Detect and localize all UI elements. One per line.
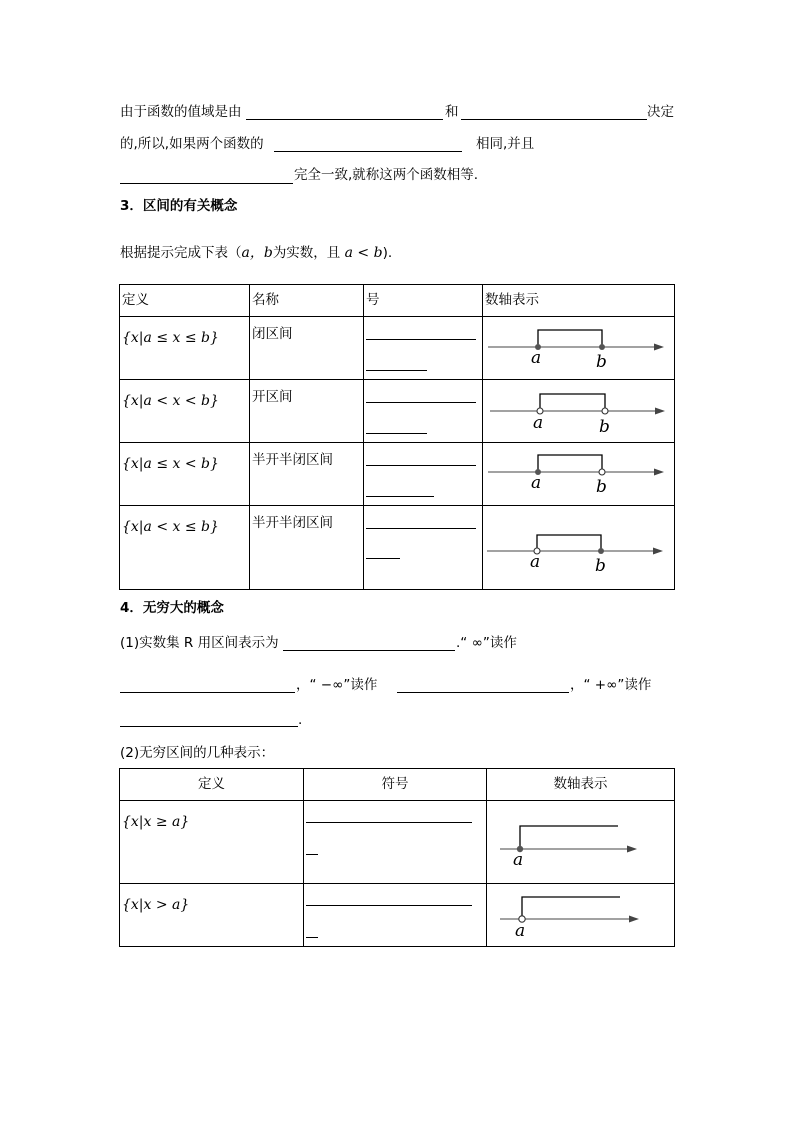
- name-cell: 开区间: [250, 380, 364, 443]
- blank-identical-property[interactable]: [120, 183, 293, 184]
- label-a: a: [515, 921, 526, 941]
- header-symbol: 符号: [304, 769, 487, 801]
- section3-title: 3．区间的有关概念: [120, 198, 238, 214]
- intro-text-b: 为实数，且: [272, 245, 341, 261]
- table-row: [120, 380, 675, 443]
- blank-neg-infinity-reading[interactable]: [397, 692, 569, 693]
- header-definition: 定义: [120, 769, 304, 801]
- q1-pos-infinity-read: ，“ +∞”读作: [570, 677, 652, 693]
- q1-neg-infinity-read: ，“ −∞”读作: [296, 677, 378, 693]
- label-b: b: [596, 352, 607, 372]
- label-a: a: [531, 348, 542, 368]
- interval-table: [119, 284, 675, 590]
- symbol-cell[interactable]: [364, 443, 483, 506]
- number-line-cell: [483, 380, 675, 443]
- paragraph-line2-end: 相同,并且: [476, 136, 535, 152]
- intro-vars: a，b: [241, 245, 273, 261]
- q2-text: (2)无穷区间的几种表示：: [120, 745, 275, 761]
- number-line-right-closed: [483, 506, 673, 588]
- number-line-cell: [483, 506, 675, 590]
- number-line-open: [483, 380, 673, 442]
- symbol-cell[interactable]: [364, 380, 483, 443]
- blank-infinity-reading[interactable]: [120, 692, 295, 693]
- blank-pos-infinity-reading[interactable]: [120, 726, 298, 727]
- symbol-cell[interactable]: [364, 317, 483, 380]
- label-a: a: [530, 552, 541, 572]
- header-name: 名称: [250, 285, 364, 317]
- paragraph-line1-and: 和: [445, 104, 459, 120]
- label-b: b: [596, 477, 607, 497]
- symbol-cell[interactable]: [304, 884, 487, 947]
- name-cell: 半开半闭区间: [250, 443, 364, 506]
- definition-cell: {x|a ≤ x < b}: [120, 443, 250, 506]
- q1-end: .: [298, 712, 303, 728]
- number-line-closed: [483, 317, 673, 379]
- paragraph-line3-text: 完全一致,就称这两个函数相等.: [294, 167, 479, 183]
- definition-cell: {x|x ≥ a}: [120, 801, 304, 884]
- number-line-cell: [483, 317, 675, 380]
- header-number-line: 数轴表示: [487, 769, 675, 801]
- infinite-interval-table: [119, 768, 675, 947]
- header-symbol: 号: [364, 285, 483, 317]
- table-row: [120, 506, 675, 590]
- definition-cell: {x|a ≤ x ≤ b}: [120, 317, 250, 380]
- number-line-gt-a: [487, 884, 673, 946]
- section4-title: 4．无穷大的概念: [120, 600, 224, 616]
- number-line-ge-a: [487, 801, 673, 883]
- intro-text-a: 根据提示完成下表（: [120, 245, 242, 261]
- definition-cell: {x|x > a}: [120, 884, 304, 947]
- header-definition: 定义: [120, 285, 250, 317]
- symbol-cell[interactable]: [364, 506, 483, 590]
- label-b: b: [599, 417, 610, 437]
- blank-value-range-2[interactable]: [461, 119, 647, 120]
- symbol-cell[interactable]: [304, 801, 487, 884]
- label-b: b: [595, 556, 606, 576]
- table-row: [120, 443, 675, 506]
- intro-condition: a < b: [344, 245, 383, 261]
- label-a: a: [513, 850, 524, 870]
- name-cell: 半开半闭区间: [250, 506, 364, 590]
- section3-intro: [120, 243, 392, 263]
- label-a: a: [531, 473, 542, 493]
- name-cell: 闭区间: [250, 317, 364, 380]
- table-header-row: [120, 285, 675, 317]
- number-line-cell: [487, 884, 675, 947]
- paragraph-line1-text: 由于函数的值域是由: [120, 104, 242, 120]
- definition-cell: {x|a < x < b}: [120, 380, 250, 443]
- table-header-row: [120, 769, 675, 801]
- label-a: a: [533, 413, 544, 433]
- intro-text-c: ).: [382, 245, 393, 261]
- blank-real-set-interval[interactable]: [283, 650, 455, 651]
- table-row: [120, 801, 675, 884]
- table-row: [120, 884, 675, 947]
- number-line-left-closed: [483, 443, 673, 505]
- q1-text: (1)实数集 R 用区间表示为: [120, 635, 279, 651]
- definition-cell: {x|a < x ≤ b}: [120, 506, 250, 590]
- table-row: [120, 317, 675, 380]
- paragraph-line1-end: 决定: [647, 104, 674, 120]
- number-line-cell: [483, 443, 675, 506]
- blank-same-property[interactable]: [274, 151, 462, 152]
- blank-value-range-1[interactable]: [246, 119, 443, 120]
- header-number-line: 数轴表示: [483, 285, 675, 317]
- number-line-cell: [487, 801, 675, 884]
- q1-infinity-read: .“ ∞”读作: [456, 635, 517, 651]
- paragraph-line2-text: 的,所以,如果两个函数的: [120, 136, 264, 152]
